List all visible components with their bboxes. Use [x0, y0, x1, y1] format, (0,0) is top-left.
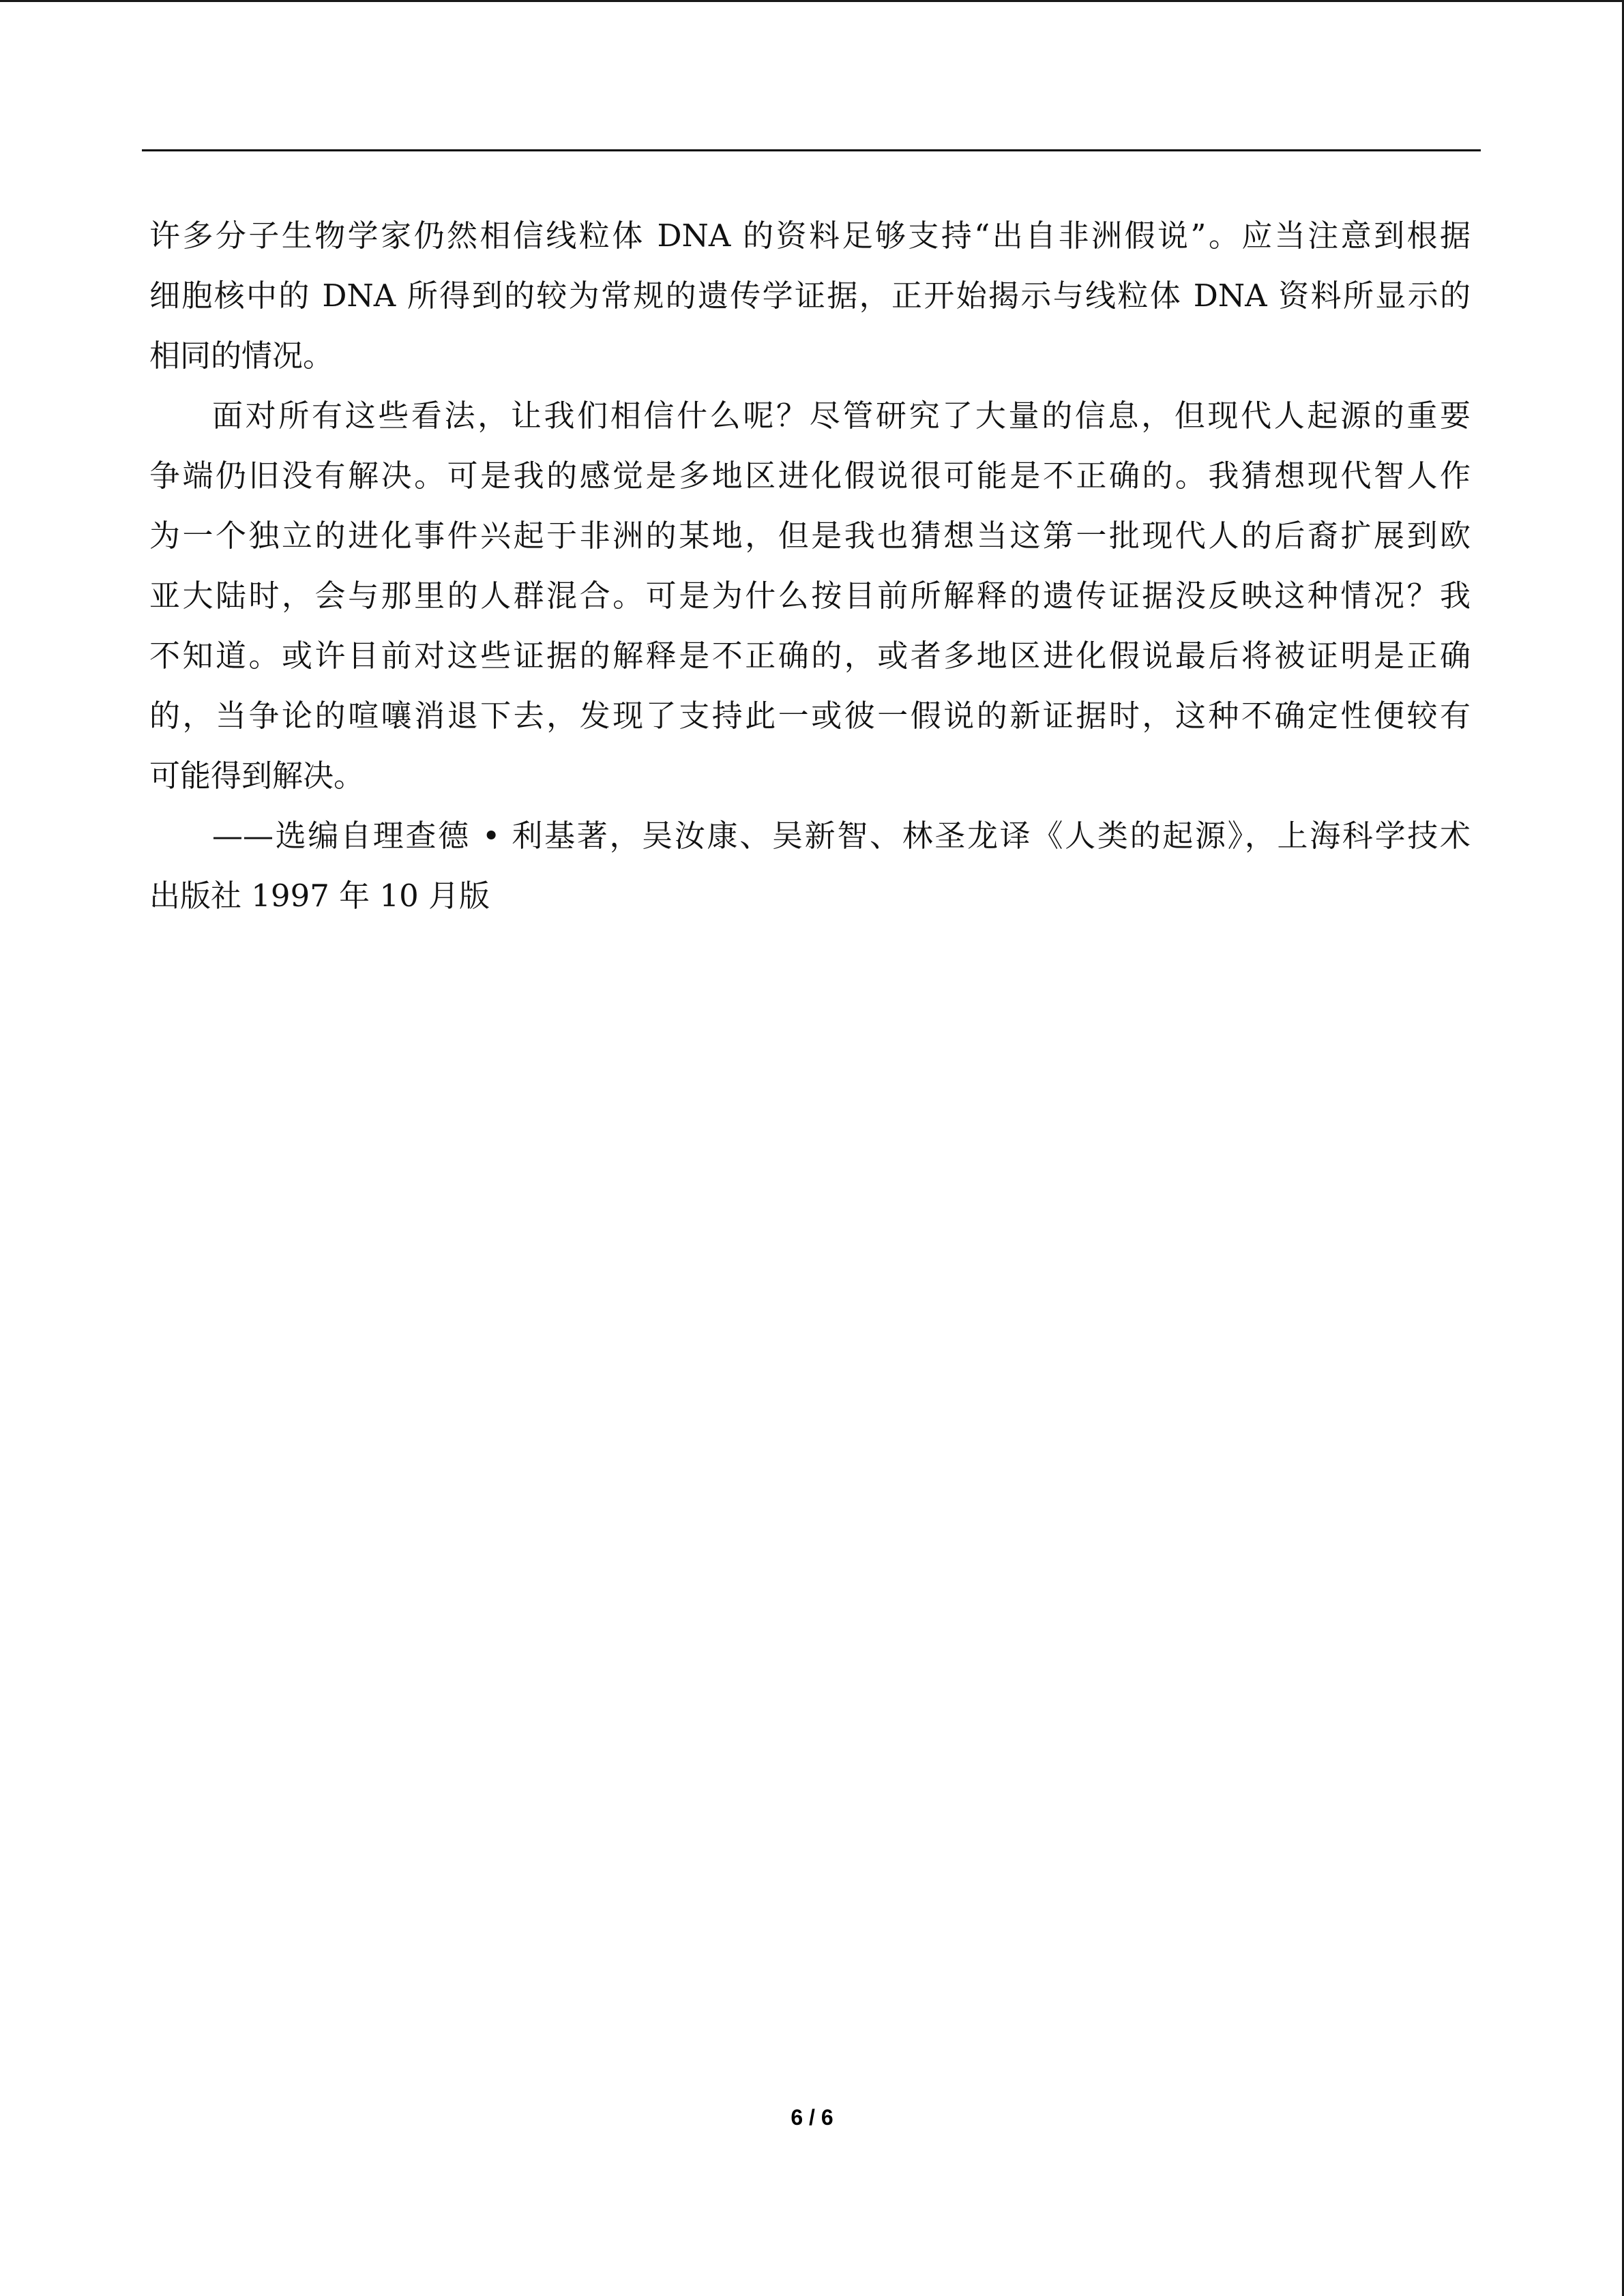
page-number: 6 / 6: [791, 2105, 833, 2130]
text-line: 面对所有这些看法，让我们相信什么呢？尽管研究了大量的信息，但现代人起源的重要: [212, 398, 1471, 434]
text-line: 为一个独立的进化事件兴起于非洲的某地，但是我也猜想当这第一批现代人的后裔扩展到欧: [149, 518, 1471, 554]
header-rule: [142, 149, 1481, 151]
text-line: 细胞核中的 DNA 所得到的较为常规的遗传学证据，正开始揭示与线粒体 DNA 资料所显示的: [149, 278, 1471, 314]
citation-line: 出版社 1997 年 10 月版: [149, 878, 490, 914]
paragraph-continuation: [149, 206, 1471, 386]
text-line: 亚大陆时，会与那里的人群混合。可是为什么按目前所解释的遗传证据没反映这种情况？我: [149, 578, 1471, 614]
citation-line: ——选编自理查德 • 利基著，吴汝康、吴新智、林圣龙译《人类的起源》，上海科学技术: [212, 818, 1471, 854]
citation: [149, 806, 1471, 926]
text-line: 不知道。或许目前对这些证据的解释是不正确的，或者多地区进化假说最后将被证明是正确: [149, 638, 1471, 674]
text-line: 许多分子生物学家仍然相信线粒体 DNA 的资料足够支持“出自非洲假说”。应当注意到根据: [149, 218, 1471, 254]
body-text: [149, 206, 1471, 926]
text-line: 可能得到解决。: [149, 758, 365, 794]
paragraph-discussion: [149, 386, 1471, 806]
text-line: 相同的情况。: [149, 338, 334, 374]
text-line: 的，当争论的喧嚷消退下去，发现了支持此一或彼一假说的新证据时，这种不确定性便较有: [149, 698, 1471, 734]
text-line: 争端仍旧没有解决。可是我的感觉是多地区进化假说很可能是不正确的。我猜想现代智人作: [149, 458, 1471, 494]
